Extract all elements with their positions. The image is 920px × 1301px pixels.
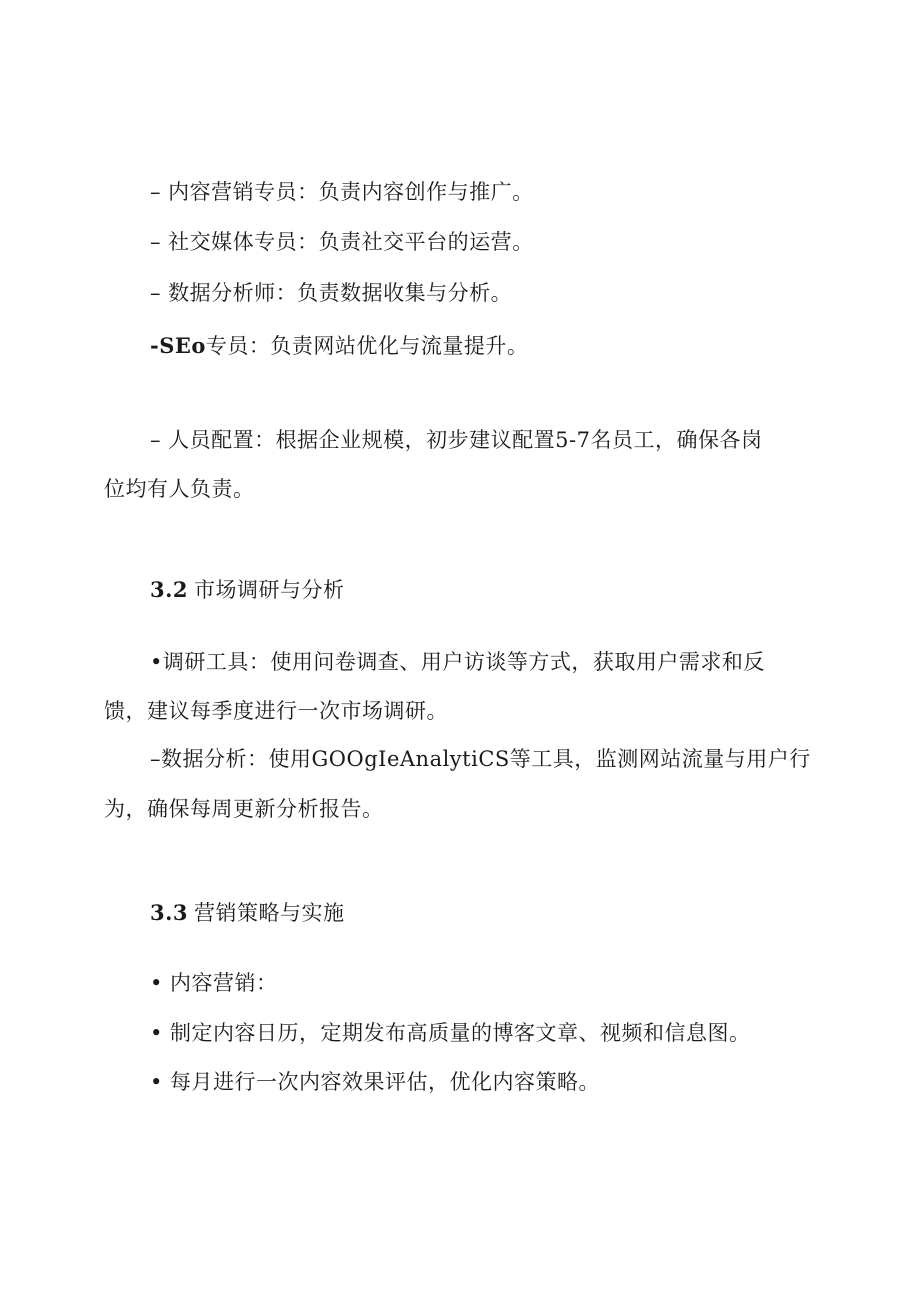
- section-heading-3-3: [150, 898, 345, 928]
- marketing-item-content-marketing: • 内容营销：: [150, 971, 278, 995]
- research-tools-line-2: 馈，建议每季度进行一次市场调研。: [104, 699, 448, 723]
- role-seo-text: 专员：负责网站优化与流量提升。: [205, 334, 529, 358]
- role-seo-prefix: -SEo: [150, 333, 206, 358]
- staffing-line-2: 位均有人负责。: [104, 477, 255, 501]
- section-title: 营销策略与实施: [194, 901, 345, 925]
- role-content-marketing: – 内容营销专员：负责内容创作与推广。: [150, 180, 534, 204]
- marketing-item-monthly-review: • 每月进行一次内容效果评估，优化内容策略。: [150, 1070, 601, 1094]
- research-analysis-line-1: –数据分析：使用GOOgIeAnalytiCS等工具，监测网站流量与用户行: [150, 747, 811, 771]
- research-analysis-line-2: 为，确保每周更新分析报告。: [104, 797, 384, 821]
- role-seo: [150, 331, 528, 361]
- section-title: 市场调研与分析: [194, 578, 345, 602]
- role-data-analyst: – 数据分析师：负责数据收集与分析。: [150, 281, 513, 305]
- research-tools-line-1: •调研工具：使用问卷调查、用户访谈等方式，获取用户需求和反: [150, 650, 765, 674]
- section-number: 3.2: [150, 577, 189, 602]
- role-social-media: – 社交媒体专员：负责社交平台的运营。: [150, 230, 534, 254]
- marketing-item-content-calendar: • 制定内容日历，定期发布高质量的博客文章、视频和信息图。: [150, 1021, 751, 1045]
- section-number: 3.3: [150, 900, 189, 925]
- staffing-line-1: – 人员配置：根据企业规模，初步建议配置5-7名员工，确保各岗: [150, 428, 763, 452]
- section-heading-3-2: [150, 575, 345, 605]
